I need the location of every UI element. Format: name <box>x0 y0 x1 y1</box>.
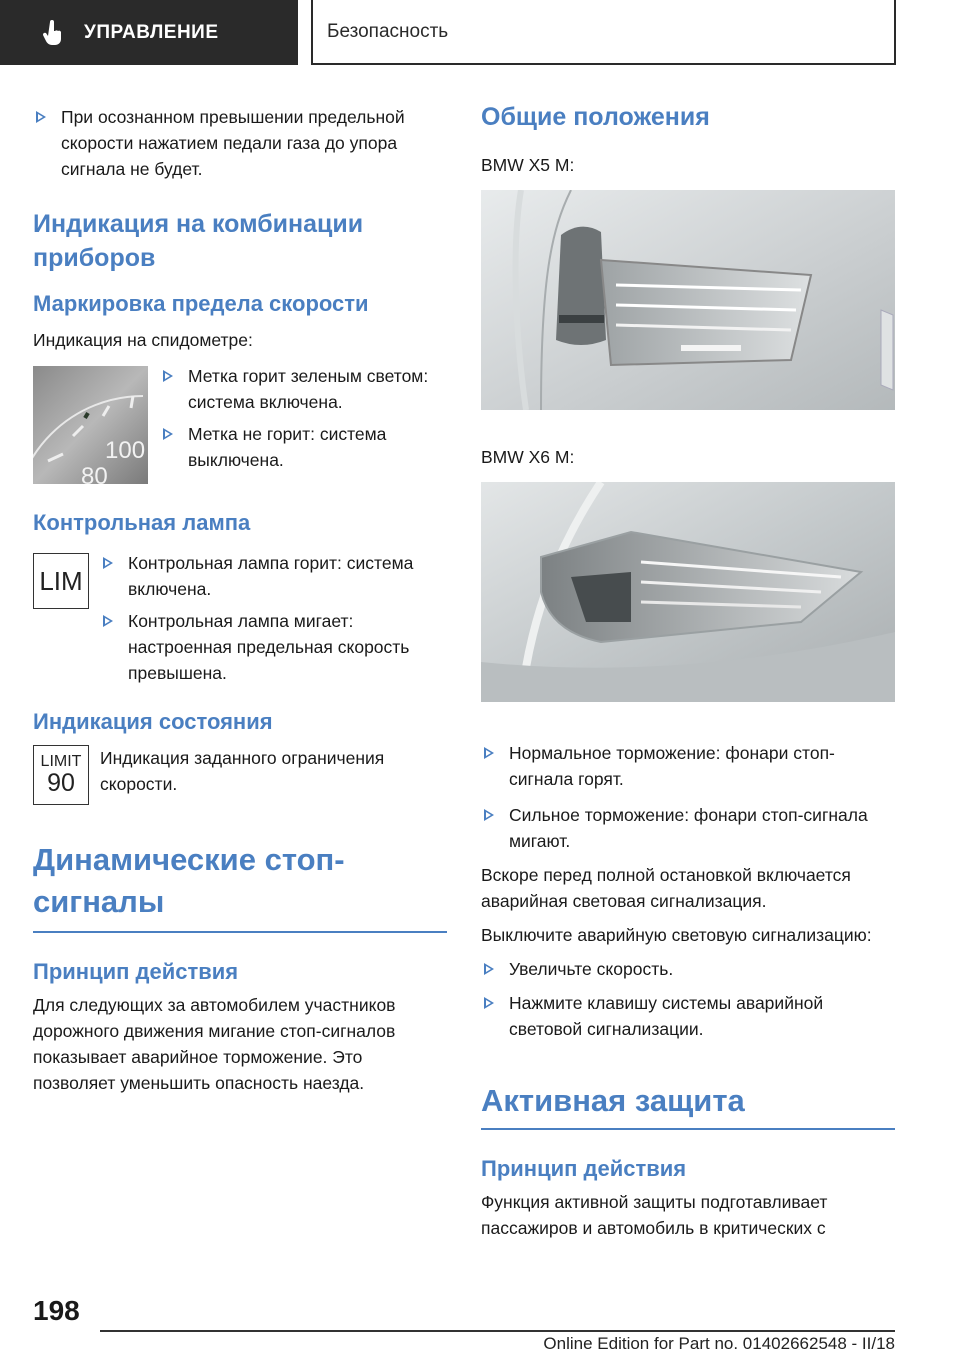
lim-icon-text: LIM <box>39 565 83 596</box>
brake-bullet-hard: Сильное торможение: фонари стоп-сигнала мигают. <box>481 802 895 854</box>
heading-active: Активная защита <box>481 1083 745 1118</box>
heading-principle: Принцип действия <box>33 959 239 984</box>
footer-edition: Online Edition for Part no. 01402662548 - II/18 <box>543 1334 895 1353</box>
off-bullet-button: Нажмите клавишу системы аварийной световой сигнализации. <box>481 990 895 1042</box>
p-principle: Для следующих за автомобилем участников дорожного движения мигание стоп-сигналов показывает аварийное торможение. Это позволяет уменьшить опасность наезда. <box>33 995 396 1093</box>
x5-taillight-image <box>481 190 895 410</box>
p-off: Выключите аварийную световую сигнализацию: <box>481 925 872 945</box>
heading-marker: Маркировка предела скорости <box>33 291 369 316</box>
marker-bullet-on: Метка горит зеленым светом: система включена. <box>160 363 447 415</box>
lamp-bullet-blink: Контрольная лампа мигает: настроенная предельная скорость превышена. <box>100 608 447 686</box>
off-bullets <box>481 956 895 1042</box>
rule-active <box>481 1128 895 1130</box>
heading-dynamic: Динамические стоп-сигналы <box>33 842 345 919</box>
rule-dynamic <box>33 931 447 933</box>
section-title: УПРАВЛЕНИЕ <box>84 21 219 43</box>
off-bullet-speed: Увеличьте скорость. <box>481 956 895 982</box>
speedo-tick-100: 100 <box>105 437 146 464</box>
right-column <box>481 100 895 1241</box>
label-x6: BMW X6 M: <box>481 447 575 467</box>
left-column <box>33 100 447 1096</box>
brake-bullets <box>481 740 895 854</box>
state-block <box>33 745 447 833</box>
limit-90-icon <box>33 745 89 805</box>
hand-pointer-icon <box>42 20 64 46</box>
heading-lamp: Контрольная лампа <box>33 510 251 535</box>
page-number: 198 <box>33 1295 80 1326</box>
limit-icon-top: LIMIT <box>40 753 82 770</box>
bullet-top: При осознанном превышении предельной скорости нажатием педали газа до упора сигнала не будет. <box>33 104 447 182</box>
p-speedo: Индикация на спидометре: <box>33 330 253 350</box>
p-active: Функция активной защиты подготавливает пассажиров и автомобиль в критических с <box>481 1192 828 1238</box>
lim-icon <box>33 553 89 609</box>
section-tab[interactable] <box>0 0 298 65</box>
speedo-block <box>33 363 447 493</box>
p-hazard: Вскоре перед полной остановкой включается аварийная световая сигнализация. <box>481 865 851 911</box>
marker-bullet-off: Метка не горит: система выключена. <box>160 421 447 473</box>
heading-state: Индикация состояния <box>33 709 273 734</box>
brake-bullet-normal: Нормальное торможение: фонари стоп-сигнала горят. <box>481 740 895 792</box>
speedo-tick-80: 80 <box>81 463 108 484</box>
lamp-block <box>33 550 447 705</box>
heading-indication: Индикация на комбинации приборов <box>33 210 364 272</box>
heading-general: Общие положения <box>481 103 710 131</box>
chapter-title: Безопасность <box>311 0 896 65</box>
limit-icon-bottom: 90 <box>47 769 75 797</box>
lamp-bullet-on: Контрольная лампа горит: система включена. <box>100 550 447 602</box>
footer-rule <box>100 1330 895 1332</box>
speedometer-image <box>33 366 148 484</box>
x6-taillight-image <box>481 482 895 702</box>
p-state: Индикация заданного ограничения скорости. <box>100 748 385 794</box>
heading-principle-2: Принцип действия <box>481 1156 687 1181</box>
label-x5: BMW X5 M: <box>481 155 575 175</box>
